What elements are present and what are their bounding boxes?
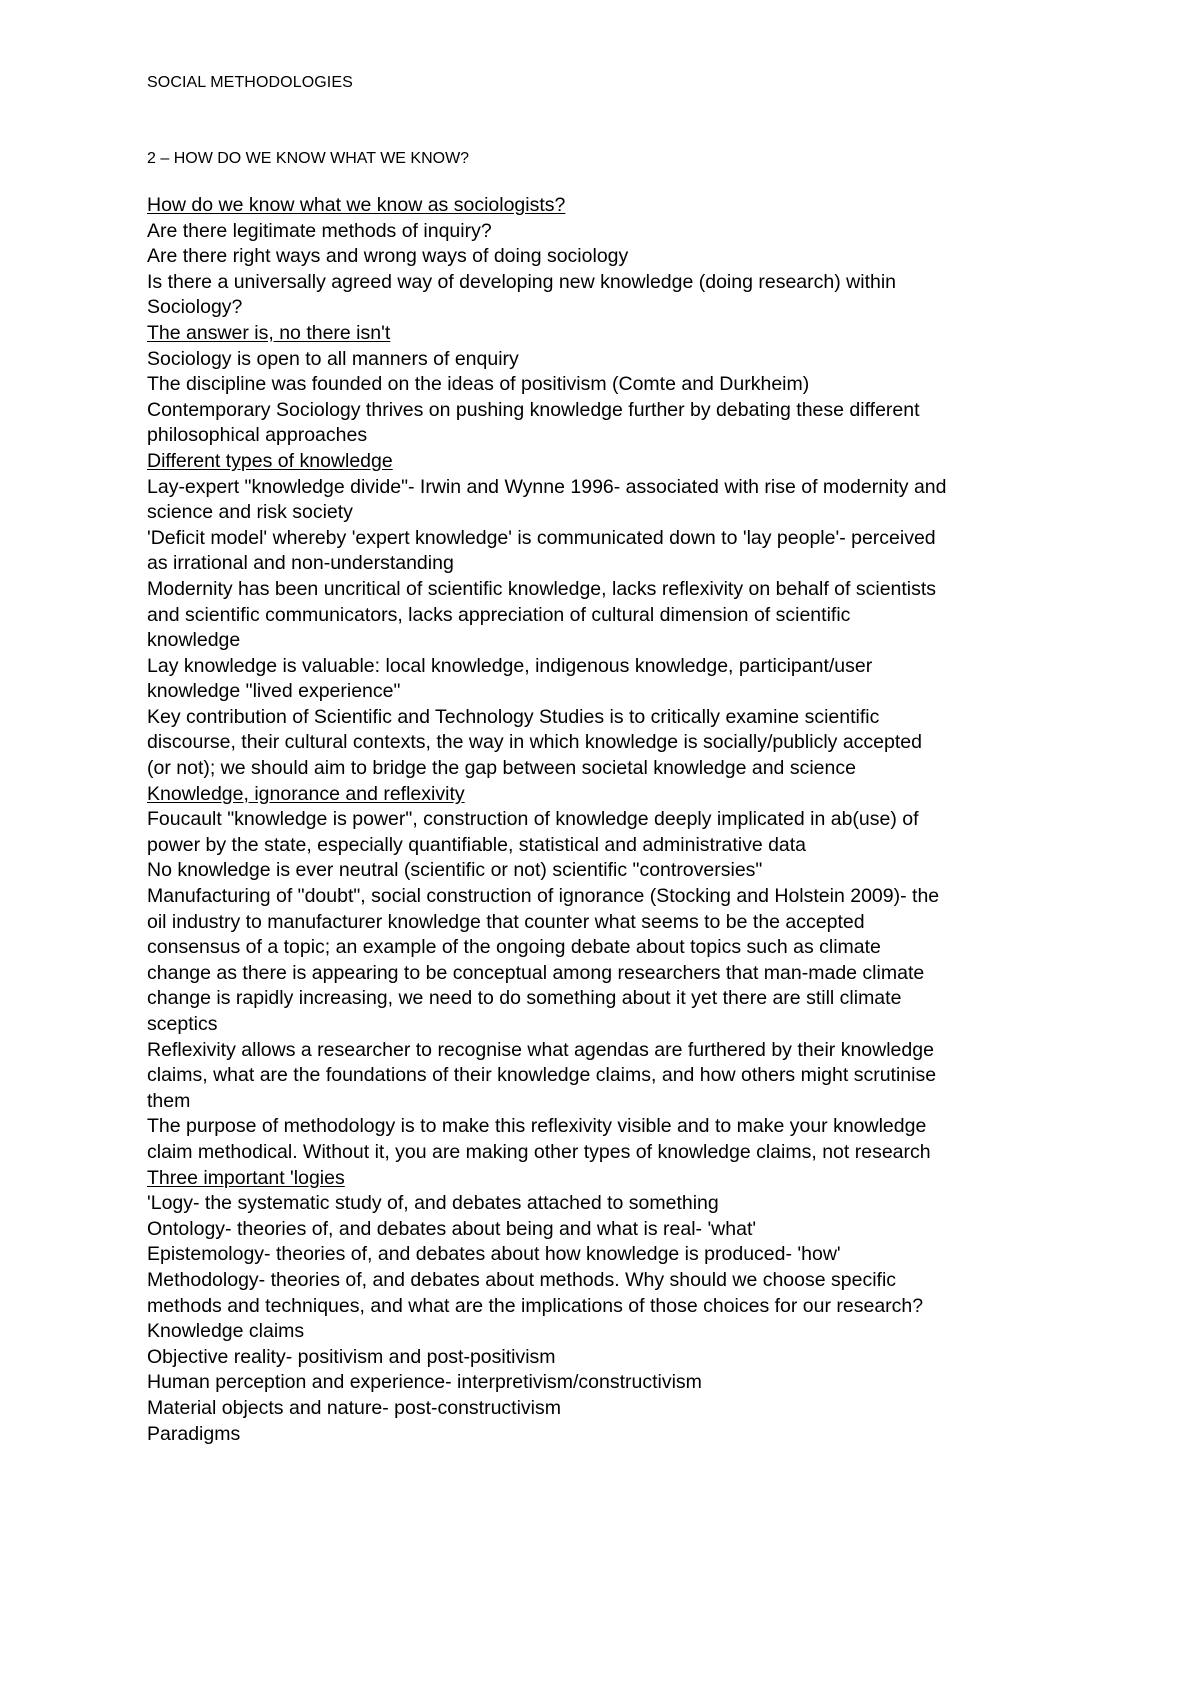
text-line: Sociology? [147,296,243,319]
text-line: change is rapidly increasing, we need to do something about it yet there are still climate [147,987,902,1010]
text-line: methods and techniques, and what are the implications of those choices for our research? [147,1294,924,1317]
text-line: consensus of a topic; an example of the ongoing debate about topics such as climate [147,936,881,959]
text-line: knowledge [147,629,241,652]
text-line: Knowledge claims [147,1320,305,1343]
text-line: The discipline was founded on the ideas of positivism (Comte and Durkheim) [147,373,810,396]
text-line: Modernity has been uncritical of scientific knowledge, lacks reflexivity on behalf of scientists [147,577,937,600]
section-heading: The answer is, no there isn't [147,321,391,344]
text-line: Objective reality- positivism and post-positivism [147,1345,556,1368]
text-line: power by the state, especially quantifiable, statistical and administrative data [147,833,807,856]
section-heading: How do we know what we know as sociologists? [147,194,566,216]
text-line: (or not); we should aim to bridge the gap between societal knowledge and science [147,757,856,780]
text-line: sceptics [147,1013,218,1035]
text-line: The purpose of methodology is to make this reflexivity visible and to make your knowledge [147,1115,927,1138]
text-line: them [147,1089,191,1112]
text-line: Manufacturing of "doubt", social construction of ignorance (Stocking and Holstein 2009)- the [147,885,940,908]
text-line: knowledge "lived experience" [147,680,401,703]
text-line: as irrational and non-understanding [147,552,454,575]
text-line: 'Logy- the systematic study of, and debates attached to something [147,1192,719,1215]
text-line: oil industry to manufacturer knowledge that counter what seems to be the accepted [147,910,865,933]
text-line: Are there right ways and wrong ways of doing sociology [147,245,629,268]
text-line: Methodology- theories of, and debates about methods. Why should we choose specific [147,1268,897,1291]
section-heading: Three important 'logies [147,1166,345,1189]
text-line: Foucault "knowledge is power", construction of knowledge deeply implicated in ab(use) of [147,808,919,831]
section-heading: Different types of knowledge [147,449,393,472]
section-title: 2 – HOW DO WE KNOW WHAT WE KNOW? [147,150,470,167]
text-line: change as there is appearing to be conceptual among researchers that man-made climate [147,961,925,984]
text-line: Material objects and nature- post-constructivism [147,1396,562,1419]
text-line: Are there legitimate methods of inquiry? [147,219,492,242]
text-line: claims, what are the foundations of their knowledge claims, and how others might scrutinise [147,1064,937,1087]
text-line: 'Deficit model' whereby 'expert knowledge' is communicated down to 'lay people'- perceived [147,526,936,549]
text-line: Epistemology- theories of, and debates about how knowledge is produced- 'how' [147,1243,841,1266]
text-line: Paradigms [147,1422,241,1445]
body-text [147,193,1147,1447]
text-line: Sociology is open to all manners of enquiry [147,347,519,370]
text-line: Reflexivity allows a researcher to recognise what agendas are furthered by their knowledge [147,1038,934,1061]
text-line: Lay knowledge is valuable: local knowledge, indigenous knowledge, participant/user [147,654,873,677]
section-heading: Knowledge, ignorance and reflexivity [147,782,465,805]
text-line: No knowledge is ever neutral (scientific or not) scientific "controversies" [147,859,763,882]
text-line: Ontology- theories of, and debates about being and what is real- 'what' [147,1217,757,1240]
text-line: Key contribution of Scientific and Technology Studies is to critically examine scientific [147,705,880,728]
text-line: claim methodical. Without it, you are making other types of knowledge claims, not research [147,1140,931,1163]
text-line: science and risk society [147,501,353,524]
text-line: Is there a universally agreed way of developing new knowledge (doing research) within [147,270,897,293]
text-line: Contemporary Sociology thrives on pushing knowledge further by debating these different [147,398,920,421]
text-line: Lay-expert "knowledge divide"- Irwin and Wynne 1996- associated with rise of modernity and [147,475,947,498]
text-line: philosophical approaches [147,424,368,447]
document-title: SOCIAL METHODOLOGIES [147,74,353,91]
text-line: discourse, their cultural contexts, the way in which knowledge is socially/publicly accepted [147,731,922,754]
text-line: Human perception and experience- interpretivism/constructivism [147,1371,702,1394]
text-line: and scientific communicators, lacks appreciation of cultural dimension of scientific [147,603,851,626]
